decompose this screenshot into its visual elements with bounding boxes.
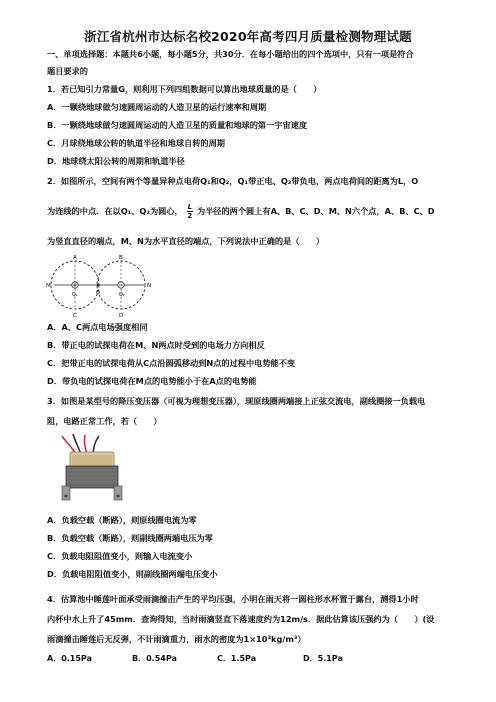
q1-option-d: D．地球绕太阳公转的周期和轨道半径	[47, 156, 185, 166]
q4-option-d: D．5.1Pa	[303, 654, 343, 663]
q3-option-a: A．负载空载（断路），则原线圈电流为零	[47, 515, 197, 525]
q1-stem: 1．若已知引力常量G，则利用下列四组数据可以算出地球质量的是（ ）	[47, 84, 322, 94]
label-o: O	[96, 290, 100, 296]
fraction-denominator: 2	[187, 212, 193, 220]
q4-stem-line2: 内杯中水上升了45mm．查询得知，当时雨滴竖直下落速度约为12m/s．据此估算该压强约为（ ）(设	[47, 614, 435, 624]
transformer-image	[54, 432, 134, 504]
label-q1: Q₁	[72, 293, 78, 298]
midpoint-o-dot	[97, 284, 100, 287]
q3-option-b: B．负载空载（断路），则副线圈两端电压为零	[47, 533, 213, 543]
label-a: A	[73, 255, 77, 261]
q3-option-c: C．负载电阻阻值变小，则输入电流变小	[47, 551, 193, 561]
two-charges-figure	[44, 254, 164, 320]
section-heading-line1: 一、单项选择题：本题共6小题，每小题5分，共30分．在每小题给出的四个选项中，只有一项是符合	[47, 49, 414, 59]
q2-stem-line2-part2: 为半径的两个圆上有A、B、C、D、M、N六个点，A、B、C、D	[196, 206, 435, 216]
q4-option-c: C．1.5Pa	[217, 654, 257, 663]
q2-option-b: B．带正电的试探电荷在M、N两点时受到的电场力方向相反	[47, 340, 265, 350]
q1-option-b: B．一颗绕地球做匀速圆周运动的人造卫星的质量和地球的第一宇宙速度	[47, 120, 308, 130]
q4-stem-line1: 4．估算池中睡莲叶面承受雨滴撞击产生的平均压强，小明在雨天将一圆柱形水杯置于露台，测得1小时	[47, 594, 419, 604]
q1-option-a: A．一颗绕地球做匀速圆周运动的人造卫星的运行速率和周期	[47, 102, 267, 112]
q2-option-c: C．把带正电的试探电荷从C点沿圆弧移动到N点的过程中电势能不变	[47, 358, 296, 368]
q2-option-a: A．A、C两点电场强度相同	[47, 322, 148, 332]
q4-option-a: A．0.15Pa	[47, 654, 92, 663]
q3-stem-line2: 阻，电路正常工作，若（ ）	[47, 416, 162, 426]
q2-option-d: D．带负电的试探电荷在M点的电势能小于在A点的电势能	[47, 376, 257, 386]
q2-stem-line2-part1: 为连线的中点．在以Q₁、Q₂为圆心，	[47, 206, 183, 216]
q2-stem-line2	[47, 203, 455, 220]
fraction-numerator: L	[187, 203, 193, 211]
q3-option-d: D．负载电阻阻值变小，则副线圈两端电压变小	[47, 569, 218, 579]
q2-stem-line1: 2．如图所示，空间有两个等量异种点电荷Q₁和Q₂，Q₁带正电、Q₂带负电，两点电荷间的距离为L，O	[47, 176, 419, 186]
q3-stem-line1: 3．如图是某型号的降压变压器（可视为理想变压器），现原线圈两端接上正弦交流电，副线圈接一负载电	[47, 396, 426, 406]
section-heading-line2: 题目要求的	[47, 66, 88, 76]
q2-stem-line3: 为竖直直径的端点，M、N为水平直径的端点，下列说法中正确的是（ ）	[47, 236, 325, 246]
label-n: N	[147, 283, 152, 289]
l-over-2-fraction	[187, 203, 193, 220]
label-c: C	[73, 313, 77, 319]
q4-option-b: B．0.54Pa	[132, 654, 177, 663]
page-title: 浙江省杭州市达标名校2020年高考四月质量检测物理试题	[84, 29, 412, 44]
label-d: D	[119, 313, 124, 319]
label-m: M	[46, 283, 51, 289]
q4-stem-line3: 雨滴撞击睡莲后无反弹，不计雨滴重力，雨水的密度为1×10³kg/m³）	[47, 634, 306, 644]
label-b: B	[119, 255, 123, 261]
label-q2: Q₂	[119, 293, 125, 298]
q1-option-c: C．月球绕地球公转的轨道半径和地球自转的周期	[47, 138, 225, 148]
